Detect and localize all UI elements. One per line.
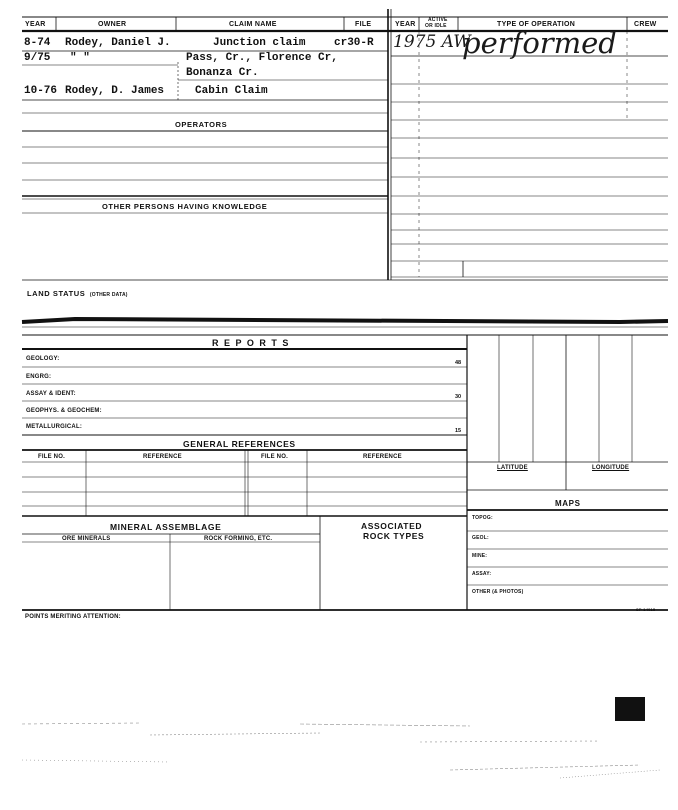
- row-owner: Rodey, D. James: [65, 85, 165, 97]
- operation-type-handwritten: performed: [462, 26, 617, 60]
- operation-year-handwritten: 1975 AW: [393, 32, 471, 52]
- header-year: YEAR: [25, 21, 46, 28]
- land-status-heading: [27, 283, 128, 301]
- maps-heading: MAPS: [555, 499, 581, 508]
- header-claim-name: CLAIM NAME: [229, 21, 277, 28]
- mineral-assemblage-heading: MINERAL ASSEMBLAGE: [110, 522, 222, 532]
- report-label-assay: ASSAY & IDENT:: [26, 391, 76, 397]
- land-status-label: LAND STATUS: [27, 289, 86, 298]
- associated-rock-types-heading-1: ASSOCIATED: [361, 521, 423, 531]
- row-year: 10-76: [24, 85, 58, 97]
- report-label-geology: GEOLOGY:: [26, 356, 60, 362]
- row-claim: Bonanza Cr.: [186, 67, 259, 79]
- ref-header-file-no: FILE NO.: [261, 454, 288, 460]
- ore-minerals-header: ORE MINERALS: [62, 536, 111, 542]
- row-claim: Pass, Cr., Florence Cr,: [186, 52, 338, 64]
- header-owner: OWNER: [98, 21, 127, 28]
- map-row-assay: ASSAY:: [472, 571, 492, 577]
- report-label-metallurgical: METALLURGICAL:: [26, 424, 83, 430]
- map-row-mine: MINE:: [472, 553, 488, 559]
- header-year-operation: YEAR: [395, 21, 416, 28]
- row-owner: Rodey, Daniel J.: [65, 37, 171, 49]
- row-year: 8-74: [24, 37, 51, 49]
- row-owner: " ": [70, 52, 90, 64]
- map-row-other-photos: OTHER (& PHOTOS): [472, 589, 524, 595]
- header-type-of-operation: TYPE OF OPERATION: [497, 21, 576, 28]
- longitude-label: LONGITUDE: [592, 465, 630, 471]
- row-claim: Junction claim: [213, 37, 306, 49]
- header-or-idle: OR IDLE: [425, 23, 447, 29]
- row-file: cr30-R: [334, 37, 374, 49]
- header-crew: CREW: [634, 21, 657, 28]
- ref-header-reference: REFERENCE: [363, 454, 402, 460]
- header-file: FILE: [355, 21, 372, 28]
- map-row-geol: GEOL:: [472, 535, 489, 541]
- report-number: 30: [455, 394, 462, 400]
- report-label-engrg: ENGRG:: [26, 374, 52, 380]
- report-number: 48: [455, 360, 462, 366]
- associated-rock-types-heading-2: ROCK TYPES: [363, 531, 425, 541]
- operators-heading: OPERATORS: [175, 120, 228, 129]
- row-year: 9/75: [24, 52, 51, 64]
- reports-heading: R E P O R T S: [212, 338, 290, 348]
- rock-forming-header: ROCK FORMING, ETC.: [204, 536, 273, 542]
- other-persons-heading: OTHER PERSONS HAVING KNOWLEDGE: [102, 202, 268, 211]
- latitude-label: LATITUDE: [497, 465, 528, 471]
- report-label-geophys: GEOPHYS. & GEOCHEM:: [26, 408, 102, 414]
- header-active: ACTIVE: [428, 17, 448, 23]
- report-number: 15: [455, 428, 462, 434]
- points-meriting-attention-label: POINTS MERITING ATTENTION:: [25, 614, 121, 620]
- row-claim: Cabin Claim: [195, 85, 268, 97]
- map-row-topog: TOPOG:: [472, 515, 493, 521]
- form-code: SP-14015: [636, 607, 656, 612]
- land-status-note: (OTHER DATA): [89, 292, 128, 298]
- general-references-heading: GENERAL REFERENCES: [183, 439, 296, 449]
- ref-header-file-no: FILE NO.: [38, 454, 65, 460]
- ref-header-reference: REFERENCE: [143, 454, 182, 460]
